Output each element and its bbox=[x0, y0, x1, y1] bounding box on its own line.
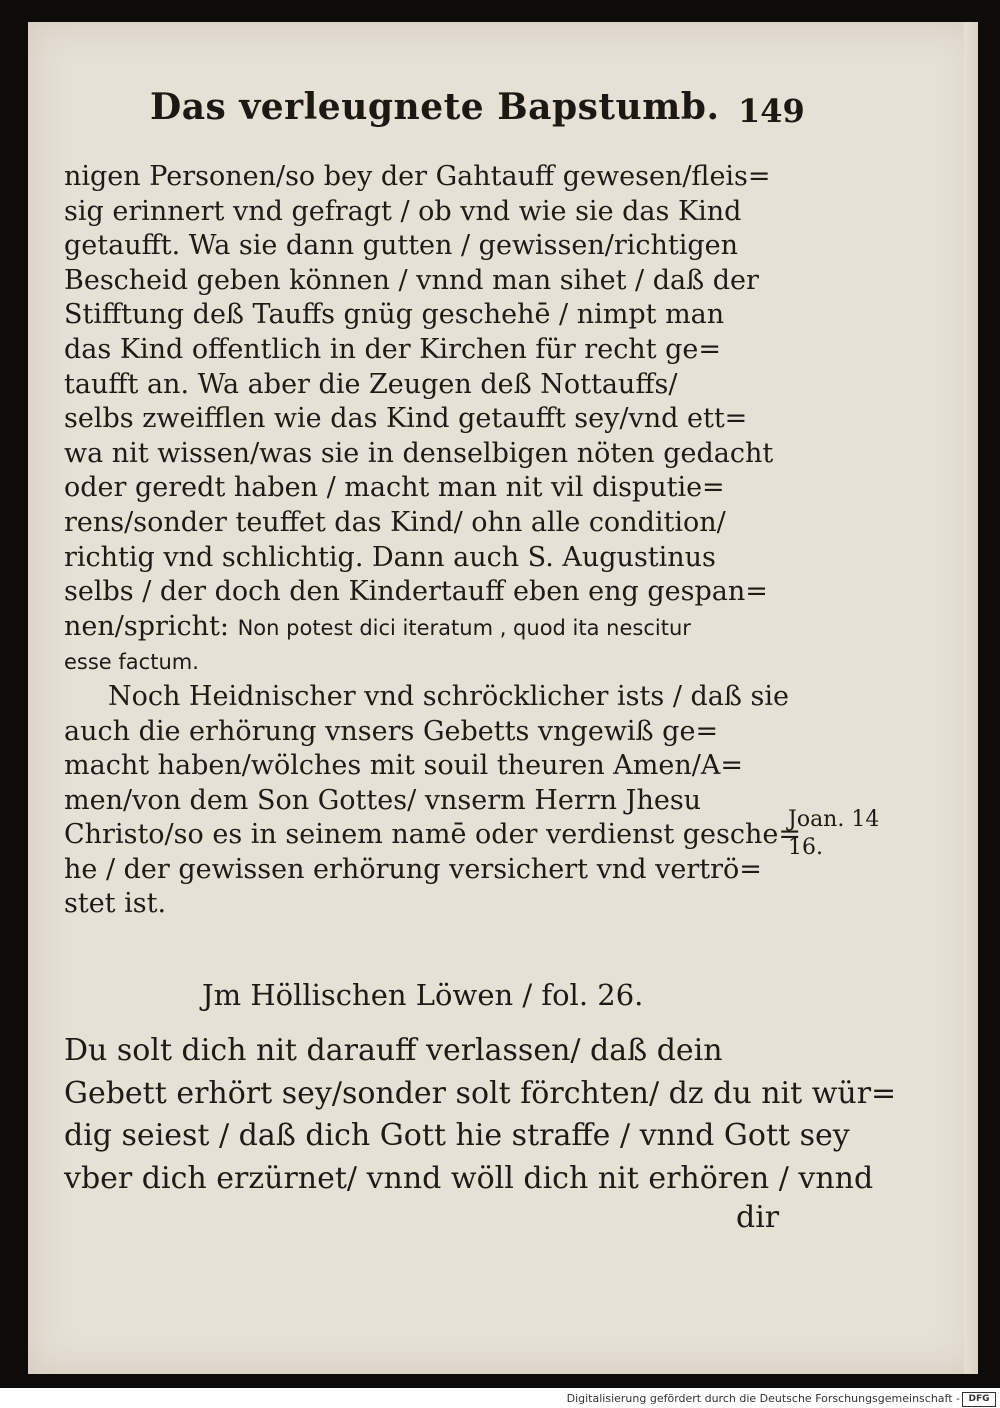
quote-line: dig seiest / daß dich Gott hie straffe / vnnd Gott sey bbox=[64, 1118, 850, 1153]
quote-line: Du solt dich nit darauff verlassen/ daß dein bbox=[64, 1033, 723, 1068]
body-line: wa nit wissen/was sie in denselbigen nöten gedacht bbox=[64, 437, 774, 469]
paragraph-line: stet ist. bbox=[64, 888, 167, 920]
quote-line: vber dich erzürnet/ vnnd wöll dich nit erhören / vnnd bbox=[64, 1160, 874, 1196]
marginal-line: 16. bbox=[788, 835, 823, 860]
body-line: nigen Personen/so bey der Gahtauff gewesen/fleis= bbox=[64, 161, 771, 192]
body-line: getaufft. Wa sie dann gutten / gewissen/richtigen bbox=[64, 230, 739, 262]
paragraph-line: men/von dem Son Gottes/ vnserm Herrn Jhesu bbox=[64, 784, 702, 816]
paragraph-line: Christo/so es in seinem namē oder verdienst gesche= bbox=[64, 819, 801, 851]
marginal-line: Joan. 14 bbox=[788, 807, 880, 832]
paragraph-line: auch die erhörung vnsers Gebetts vngewiß ge= bbox=[64, 715, 719, 747]
quote-line: Gebett erhört sey/sonder solt förchten/ dz du nit wür= bbox=[64, 1075, 897, 1111]
section-heading: Jm Höllischen Löwen / fol. 26. bbox=[202, 978, 644, 1012]
body-line: taufft an. Wa aber die Zeugen deß Nottauffs/ bbox=[64, 368, 678, 400]
body-line: rens/sonder teuffet das Kind/ ohn alle condition/ bbox=[64, 506, 726, 538]
footer bbox=[0, 1390, 1000, 1408]
running-head: Das verleugnete Bapstumb. bbox=[150, 86, 720, 128]
page-edge bbox=[964, 22, 978, 1374]
body-text bbox=[64, 160, 801, 922]
paragraph-line: he / der gewissen erhörung versichert vnd vertrö= bbox=[64, 853, 762, 885]
page-number: 149 bbox=[738, 92, 805, 130]
funding-credit: Digitalisierung gefördert durch die Deutsche Forschungsgemeinschaft - bbox=[566, 1392, 960, 1405]
body-line: das Kind offentlich in der Kirchen für recht ge= bbox=[64, 333, 722, 365]
body-line-with-latin bbox=[64, 610, 794, 646]
body-line: richtig vnd schlichtig. Dann auch S. Augustinus bbox=[64, 541, 716, 573]
body-line: sig erinnert vnd gefragt / ob vnd wie sie das Kind bbox=[64, 195, 742, 227]
body-line: selbs / der doch den Kindertauff eben eng gespan= bbox=[64, 576, 768, 608]
marginal-note bbox=[788, 806, 879, 862]
dfg-logo: DFG bbox=[962, 1392, 996, 1407]
body-line: oder geredt haben / macht man nit vil disputie= bbox=[64, 472, 725, 504]
body-line-start: nen/spricht: bbox=[64, 610, 229, 642]
body-line: esse factum. bbox=[64, 650, 199, 675]
body-line: Stifftung deß Tauffs gnüg geschehē / nimpt man bbox=[64, 299, 725, 331]
body-line: Bescheid geben können / vnnd man sihet / daß der bbox=[64, 264, 759, 296]
paragraph-line: macht haben/wölches mit souil theuren Amen/A= bbox=[64, 750, 743, 782]
paragraph-line: Noch Heidnischer vnd schröcklicher ists / daß sie bbox=[108, 680, 789, 712]
latin-quote: Non potest dici iteratum , quod ita nescitur bbox=[237, 615, 691, 640]
catchword: dir bbox=[736, 1200, 780, 1235]
body-line: selbs zweifflen wie das Kind getaufft sey/vnd ett= bbox=[64, 403, 748, 435]
quote-block bbox=[64, 1030, 897, 1200]
